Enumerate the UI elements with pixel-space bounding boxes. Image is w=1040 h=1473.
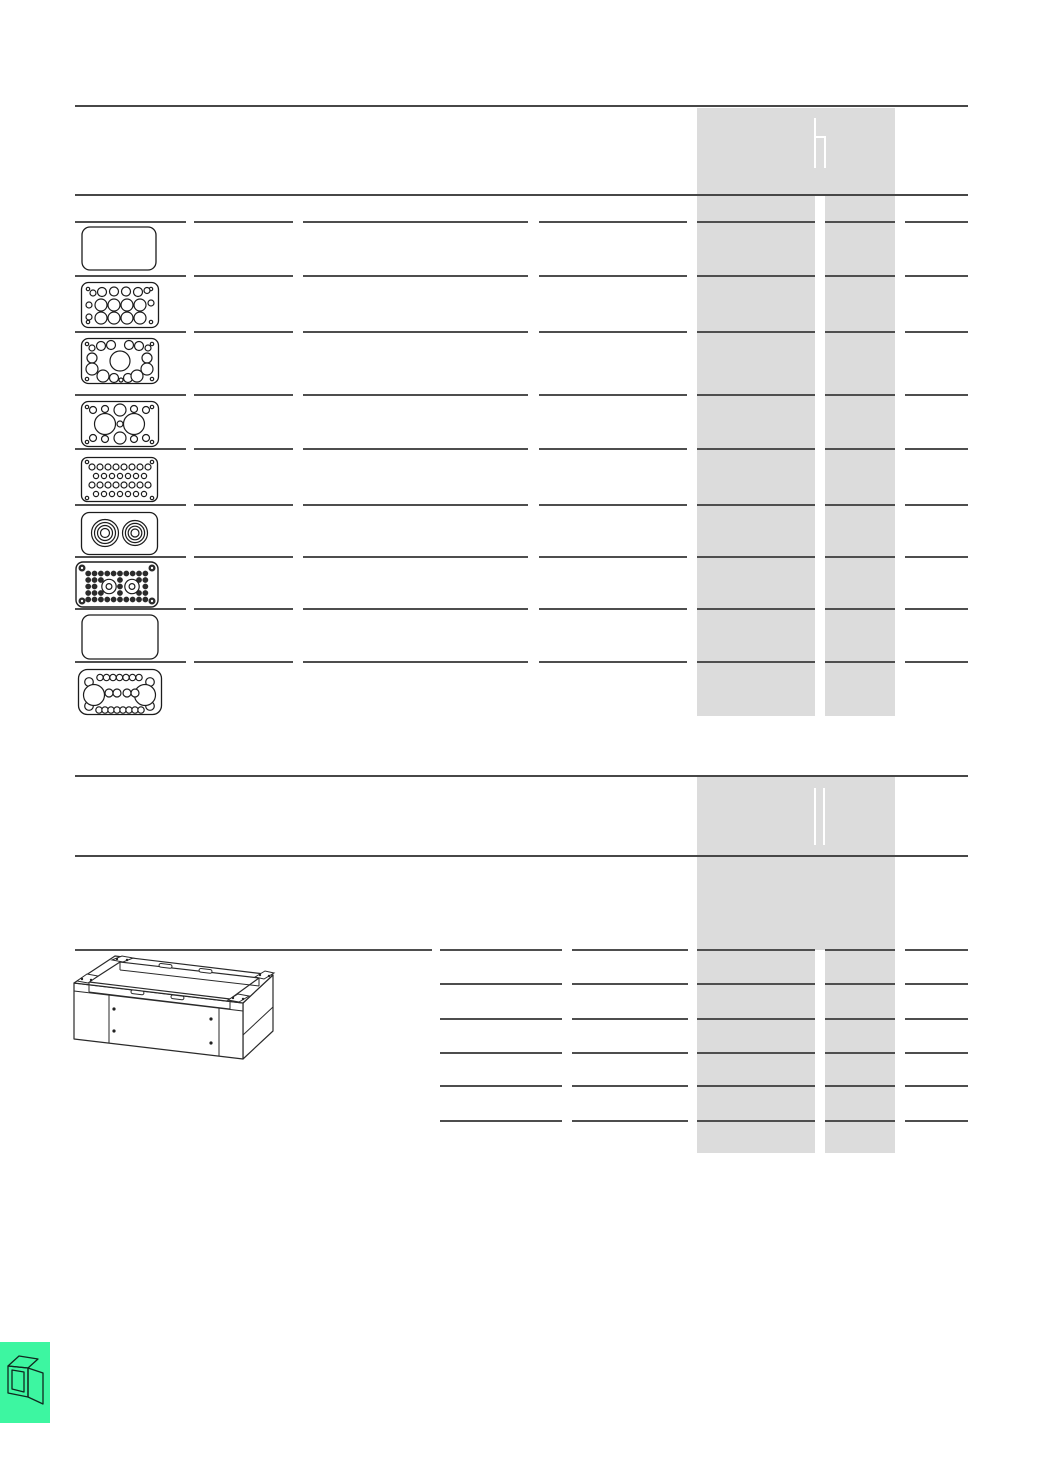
column-gap bbox=[823, 788, 825, 845]
row-divider bbox=[303, 504, 528, 506]
row-divider bbox=[75, 556, 186, 558]
plinth-base-isometric-drawing bbox=[73, 953, 283, 1070]
row-divider bbox=[825, 1018, 895, 1020]
row-divider bbox=[303, 221, 528, 223]
row-divider bbox=[697, 661, 815, 663]
row-divider bbox=[440, 949, 562, 951]
table-rule bbox=[75, 194, 968, 196]
row-divider bbox=[572, 1018, 688, 1020]
row-divider bbox=[905, 275, 968, 277]
gland-plate-blank-wide-icon bbox=[81, 614, 159, 665]
row-divider bbox=[539, 608, 687, 610]
row-divider bbox=[539, 221, 687, 223]
row-divider bbox=[75, 661, 186, 663]
row-divider bbox=[303, 275, 528, 277]
gland-plate-mixed-holes-icon bbox=[80, 337, 160, 390]
gland-plate-blank-icon bbox=[81, 226, 157, 276]
row-divider bbox=[75, 949, 432, 951]
row-divider bbox=[697, 394, 815, 396]
row-divider bbox=[825, 394, 895, 396]
row-divider bbox=[194, 661, 293, 663]
row-divider bbox=[825, 1085, 895, 1087]
column-gap bbox=[814, 118, 816, 168]
row-divider bbox=[539, 448, 687, 450]
row-divider bbox=[303, 608, 528, 610]
gland-plate-two-large-holes-icon bbox=[80, 400, 160, 453]
row-divider bbox=[440, 983, 562, 985]
gland-plate-small-holes-grid-icon bbox=[80, 456, 160, 509]
row-divider bbox=[539, 661, 687, 663]
row-divider bbox=[75, 608, 186, 610]
row-divider bbox=[697, 608, 815, 610]
row-divider bbox=[194, 556, 293, 558]
row-divider bbox=[539, 504, 687, 506]
row-divider bbox=[303, 556, 528, 558]
column-gap bbox=[814, 788, 816, 845]
row-divider bbox=[905, 556, 968, 558]
table-rule bbox=[75, 775, 968, 777]
shaded-column bbox=[697, 856, 895, 950]
row-divider bbox=[697, 983, 815, 985]
row-divider bbox=[905, 949, 968, 951]
row-divider bbox=[572, 1085, 688, 1087]
row-divider bbox=[825, 983, 895, 985]
row-divider bbox=[194, 504, 293, 506]
row-divider bbox=[905, 1052, 968, 1054]
row-divider bbox=[75, 448, 186, 450]
row-divider bbox=[905, 1120, 968, 1122]
row-divider bbox=[572, 983, 688, 985]
gland-plate-hole-grid-icon bbox=[80, 281, 160, 334]
row-divider bbox=[697, 331, 815, 333]
row-divider bbox=[697, 949, 815, 951]
row-divider bbox=[905, 608, 968, 610]
row-divider bbox=[194, 448, 293, 450]
row-divider bbox=[194, 331, 293, 333]
row-divider bbox=[825, 275, 895, 277]
table-rule bbox=[75, 105, 968, 107]
row-divider bbox=[303, 394, 528, 396]
shaded-column bbox=[697, 195, 815, 716]
row-divider bbox=[825, 608, 895, 610]
row-divider bbox=[572, 1052, 688, 1054]
row-divider bbox=[440, 1120, 562, 1122]
row-divider bbox=[825, 556, 895, 558]
row-divider bbox=[825, 1120, 895, 1122]
gland-plate-dense-dark-holes-icon bbox=[75, 561, 159, 613]
row-divider bbox=[697, 1052, 815, 1054]
row-divider bbox=[825, 661, 895, 663]
row-divider bbox=[572, 949, 688, 951]
row-divider bbox=[440, 1085, 562, 1087]
row-divider bbox=[75, 504, 186, 506]
row-divider bbox=[825, 331, 895, 333]
row-divider bbox=[825, 1052, 895, 1054]
row-divider bbox=[539, 331, 687, 333]
gland-plate-connector-cutouts-icon bbox=[77, 668, 163, 721]
row-divider bbox=[539, 275, 687, 277]
row-divider bbox=[303, 661, 528, 663]
row-divider bbox=[825, 504, 895, 506]
row-divider bbox=[697, 1085, 815, 1087]
row-divider bbox=[825, 949, 895, 951]
row-divider bbox=[697, 448, 815, 450]
row-divider bbox=[905, 983, 968, 985]
open-door-enclosure-icon bbox=[5, 1350, 45, 1415]
row-divider bbox=[697, 1120, 815, 1122]
row-divider bbox=[194, 608, 293, 610]
shaded-column bbox=[697, 777, 895, 856]
row-divider bbox=[303, 331, 528, 333]
row-divider bbox=[303, 448, 528, 450]
row-divider bbox=[905, 448, 968, 450]
row-divider bbox=[905, 1085, 968, 1087]
row-divider bbox=[75, 394, 186, 396]
row-divider bbox=[825, 448, 895, 450]
row-divider bbox=[697, 221, 815, 223]
row-divider bbox=[75, 275, 186, 277]
row-divider bbox=[194, 275, 293, 277]
row-divider bbox=[905, 661, 968, 663]
row-divider bbox=[75, 221, 186, 223]
row-divider bbox=[539, 556, 687, 558]
row-divider bbox=[697, 556, 815, 558]
row-divider bbox=[572, 1120, 688, 1122]
row-divider bbox=[440, 1052, 562, 1054]
row-divider bbox=[697, 275, 815, 277]
row-divider bbox=[697, 1018, 815, 1020]
row-divider bbox=[194, 221, 293, 223]
shaded-column bbox=[697, 108, 895, 195]
row-divider bbox=[825, 221, 895, 223]
row-divider bbox=[75, 331, 186, 333]
row-divider bbox=[905, 1018, 968, 1020]
row-divider bbox=[905, 504, 968, 506]
row-divider bbox=[905, 221, 968, 223]
table-rule bbox=[75, 855, 968, 857]
row-divider bbox=[697, 504, 815, 506]
row-divider bbox=[539, 394, 687, 396]
column-gap bbox=[824, 138, 826, 168]
shaded-column bbox=[825, 195, 895, 716]
row-divider bbox=[194, 394, 293, 396]
row-divider bbox=[440, 1018, 562, 1020]
row-divider bbox=[905, 394, 968, 396]
row-divider bbox=[905, 331, 968, 333]
page-edge-tab bbox=[0, 1342, 50, 1423]
gland-plate-membrane-rings-icon bbox=[80, 511, 160, 561]
